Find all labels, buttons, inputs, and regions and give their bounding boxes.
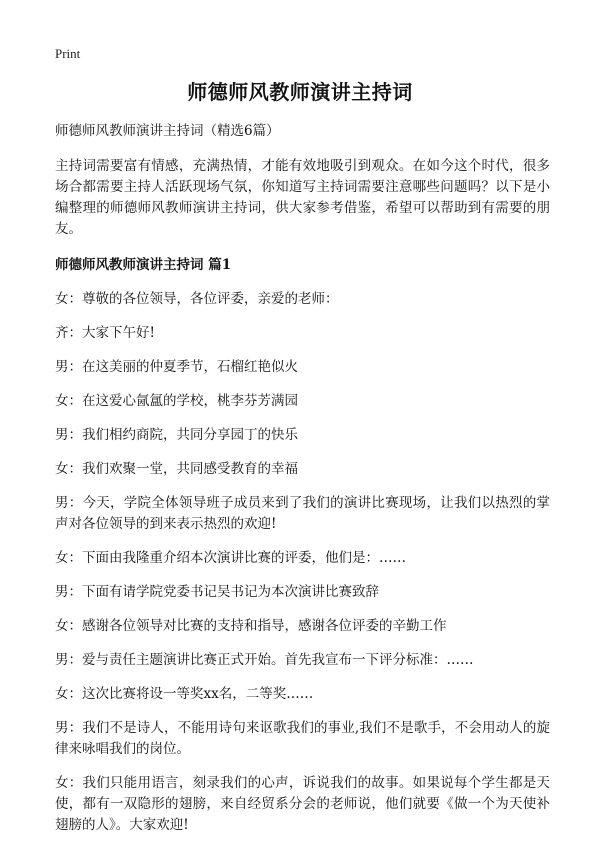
script-line: 女：我们欢聚一堂，共同感受教育的幸福: [55, 461, 298, 477]
intro-paragraph: 主持词需要富有情感，充满热情，才能有效地吸引到观众。在如今这个时代，很多场合都需要主持人活跃现场气氛，你知道写主持词需要注意哪些问题吗？以下是小编整理的师德师风教师演讲主持词，供大家参考借鉴，希望可以帮助到有需要的朋友。: [55, 158, 550, 237]
script-line: 齐：大家下午好!: [55, 325, 155, 341]
script-line: 男：爱与责任主题演讲比赛正式开始。首先我宣布一下评分标准：……: [55, 652, 474, 668]
script-line: 男：下面有请学院党委书记吴书记为本次演讲比赛致辞: [55, 584, 379, 600]
script-line: 女：在这爱心氤氲的学校，桃李芬芳满园: [55, 393, 298, 409]
script-line: 女：感谢各位领导对比赛的支持和指导，感谢各位评委的辛勤工作: [55, 618, 447, 634]
document-title: 师德师风教师演讲主持词: [187, 80, 413, 104]
script-line: 男：今天，学院全体领导班子成员来到了我们的演讲比赛现场，让我们以热烈的掌声对各位领导的到来表示热烈的欢迎!: [55, 495, 550, 532]
document-subtitle: 师德师风教师演讲主持词（精选6篇）: [55, 123, 280, 139]
script-line: 女：这次比赛将设一等奖xx名，二等奖……: [55, 686, 314, 702]
print-link[interactable]: Print: [55, 46, 81, 61]
section-heading: 师德师风教师演讲主持词 篇1: [55, 257, 232, 273]
script-line: 男：我们不是诗人，不能用诗句来讴歌我们的事业,我们不是歌手，不会用动人的旋律来咏唱我们的岗位。: [55, 720, 550, 757]
script-line: 女：我们只能用语言，刻录我们的心声，诉说我们的故事。如果说每个学生都是天使，都有一双隐形的翅膀，来自经贸系分会的老师说，他们就要《做一个为天使补翅膀的人》。大家欢迎!: [55, 775, 550, 833]
script-line: 女：下面由我隆重介绍本次演讲比赛的评委，他们是：……: [55, 550, 406, 566]
script-line: 女：尊敬的各位领导，各位评委，亲爱的老师：: [55, 291, 339, 307]
script-line: 男：我们相约商院，共同分享园丁的快乐: [55, 427, 298, 443]
document-body: [55, 120, 550, 849]
script-line: 男：在这美丽的仲夏季节，石榴红艳似火: [55, 359, 298, 375]
